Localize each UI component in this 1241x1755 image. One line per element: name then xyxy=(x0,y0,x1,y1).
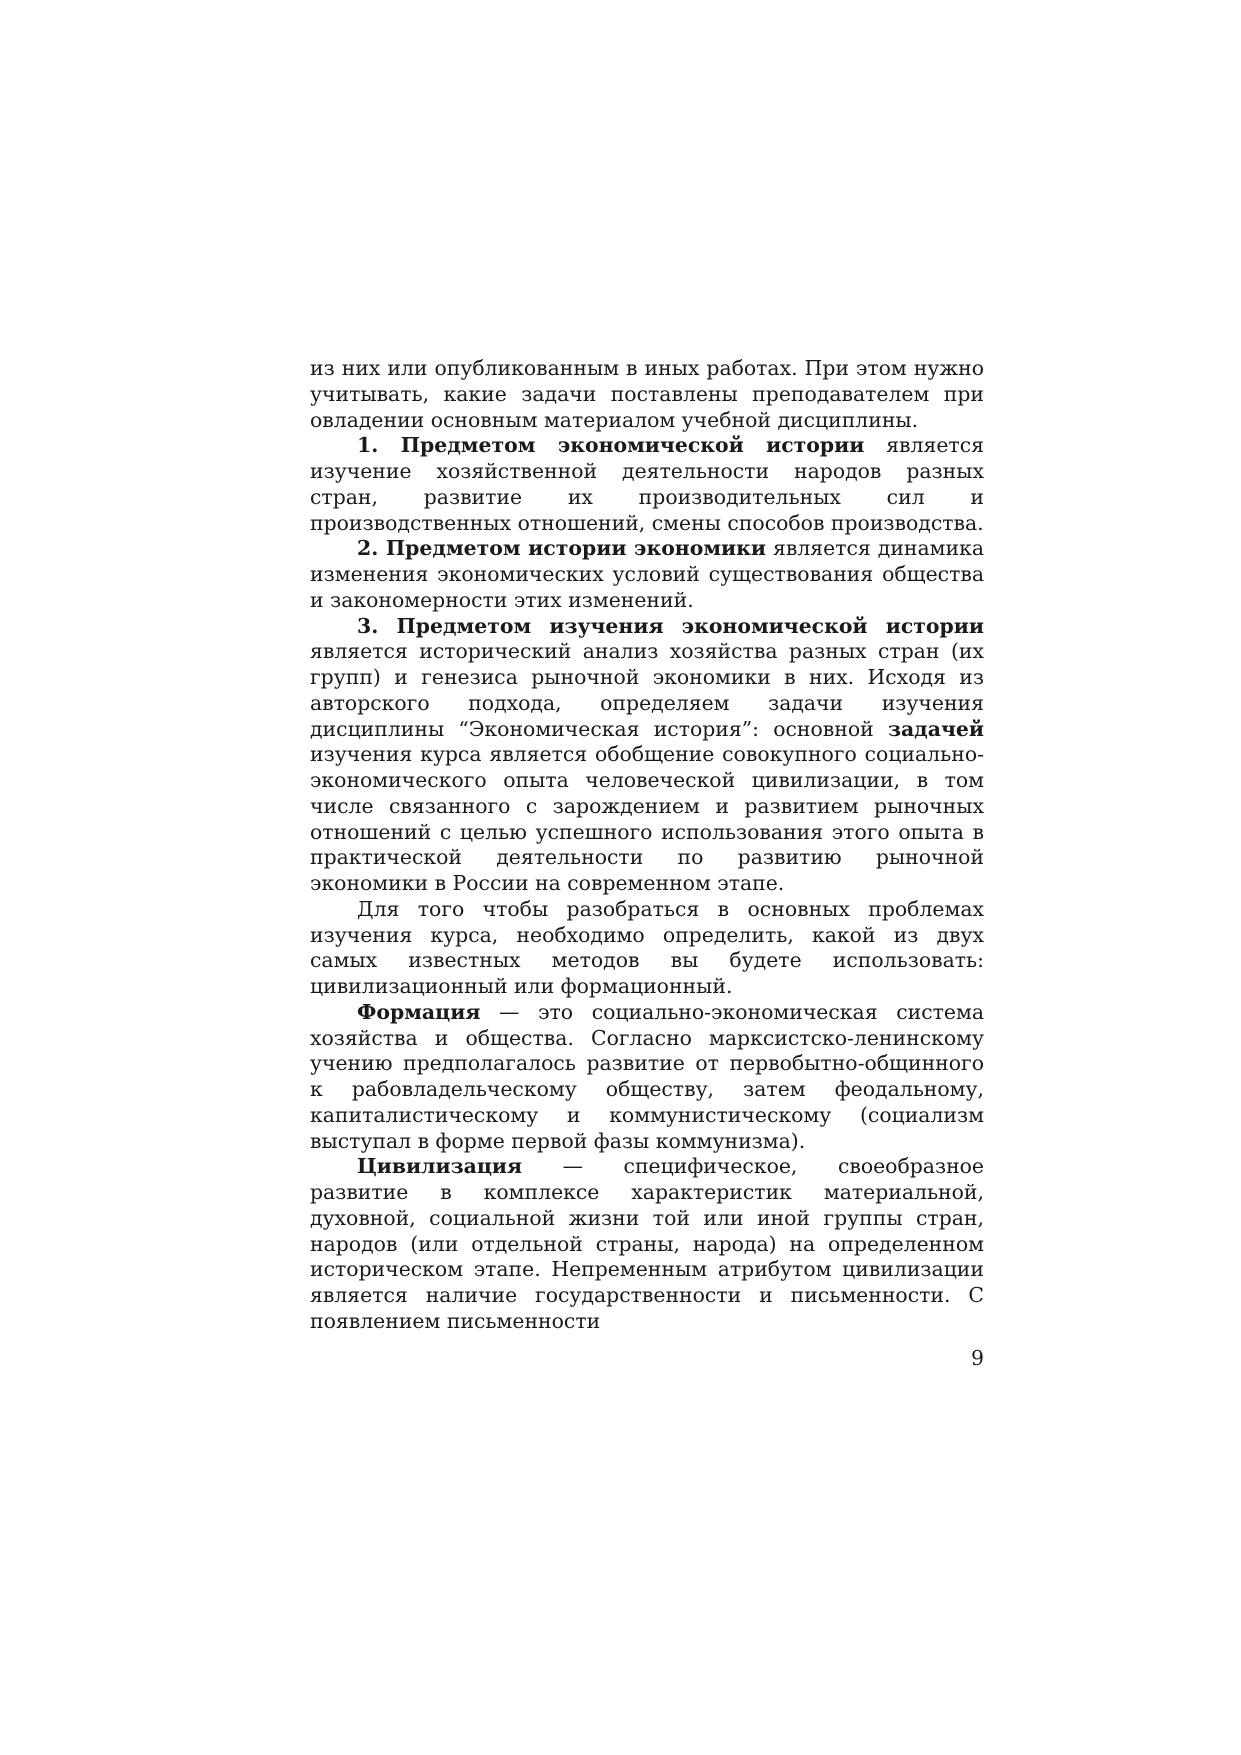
paragraph-text: Для того чтобы разобраться в основных проблемах изучения курса, необходимо определить, какой из двух самых известных методов вы будете использовать: цивилизационный или формационный. xyxy=(310,896,984,998)
bold-term: 3. Предметом изучения экономической истории xyxy=(357,613,984,638)
paragraph-subject-economic-history xyxy=(310,433,984,536)
paragraph-text: — специфическое, своеобразное развитие в комплексе характеристик материальной, духовной, социальной жизни той или иной группы стран, народов (или отдельной страны, народа) на определенном историческом этапе. Непременным атрибутом цивилизации является наличие государственности и письменности. С появлением письменности xyxy=(310,1154,984,1333)
paragraph-text: из них или опубликованным в иных работах. При этом нужно учитывать, какие задачи поставлены преподавателем при овладении основным материалом учебной дисциплины. xyxy=(310,356,984,432)
paragraph-text-continued: изучения курса является обобщение совокупного социально-экономического опыта человеческой цивилизации, в том числе связанного с зарождением и развитием рыночных отношений с целью успешного использования этого опыта в практической деятельности по развитию рыночной экономики в России на современном этапе. xyxy=(310,742,984,895)
paragraph-text: — это социально-экономическая система хозяйства и общества. Согласно марксистско-ленинскому учению предполагалось развитие от первобытно-общинного к рабовладельческому обществу, затем феодальному, капиталистическому и коммунистическому (социализм выступал в форме первой фазы коммунизма). xyxy=(310,999,984,1153)
bold-term: 2. Предметом истории экономики xyxy=(357,536,767,561)
bold-term: Формация xyxy=(357,999,481,1024)
paragraph-text: является исторический анализ хозяйства разных стран (их групп) и генезиса рыночной экономики в них. Исходя из авторского подхода, определяем задачи изучения дисциплины “Экономическая история”: основной xyxy=(310,639,984,741)
paragraph-subject-study xyxy=(310,614,984,897)
bold-term: Цивилизация xyxy=(357,1154,523,1179)
paragraph-text: является динамика изменения экономических условий существования общества и закономерности этих изменений. xyxy=(310,536,985,612)
paragraph-subject-history-of-economy xyxy=(310,536,984,613)
body-text xyxy=(310,356,984,1335)
page-number: 9 xyxy=(971,1346,984,1370)
paragraph-continuation xyxy=(310,356,984,433)
bold-term: 1. Предметом экономической истории xyxy=(357,433,865,458)
paragraph-civilization xyxy=(310,1154,984,1334)
bold-term-task: задачей xyxy=(887,716,984,741)
paragraph-methods xyxy=(310,897,984,1000)
paragraph-formation xyxy=(310,1000,984,1155)
paragraph-text: является изучение хозяйственной деятельности народов разных стран, развитие их производительных сил и производственных отношений, смены способов производства. xyxy=(310,433,984,535)
